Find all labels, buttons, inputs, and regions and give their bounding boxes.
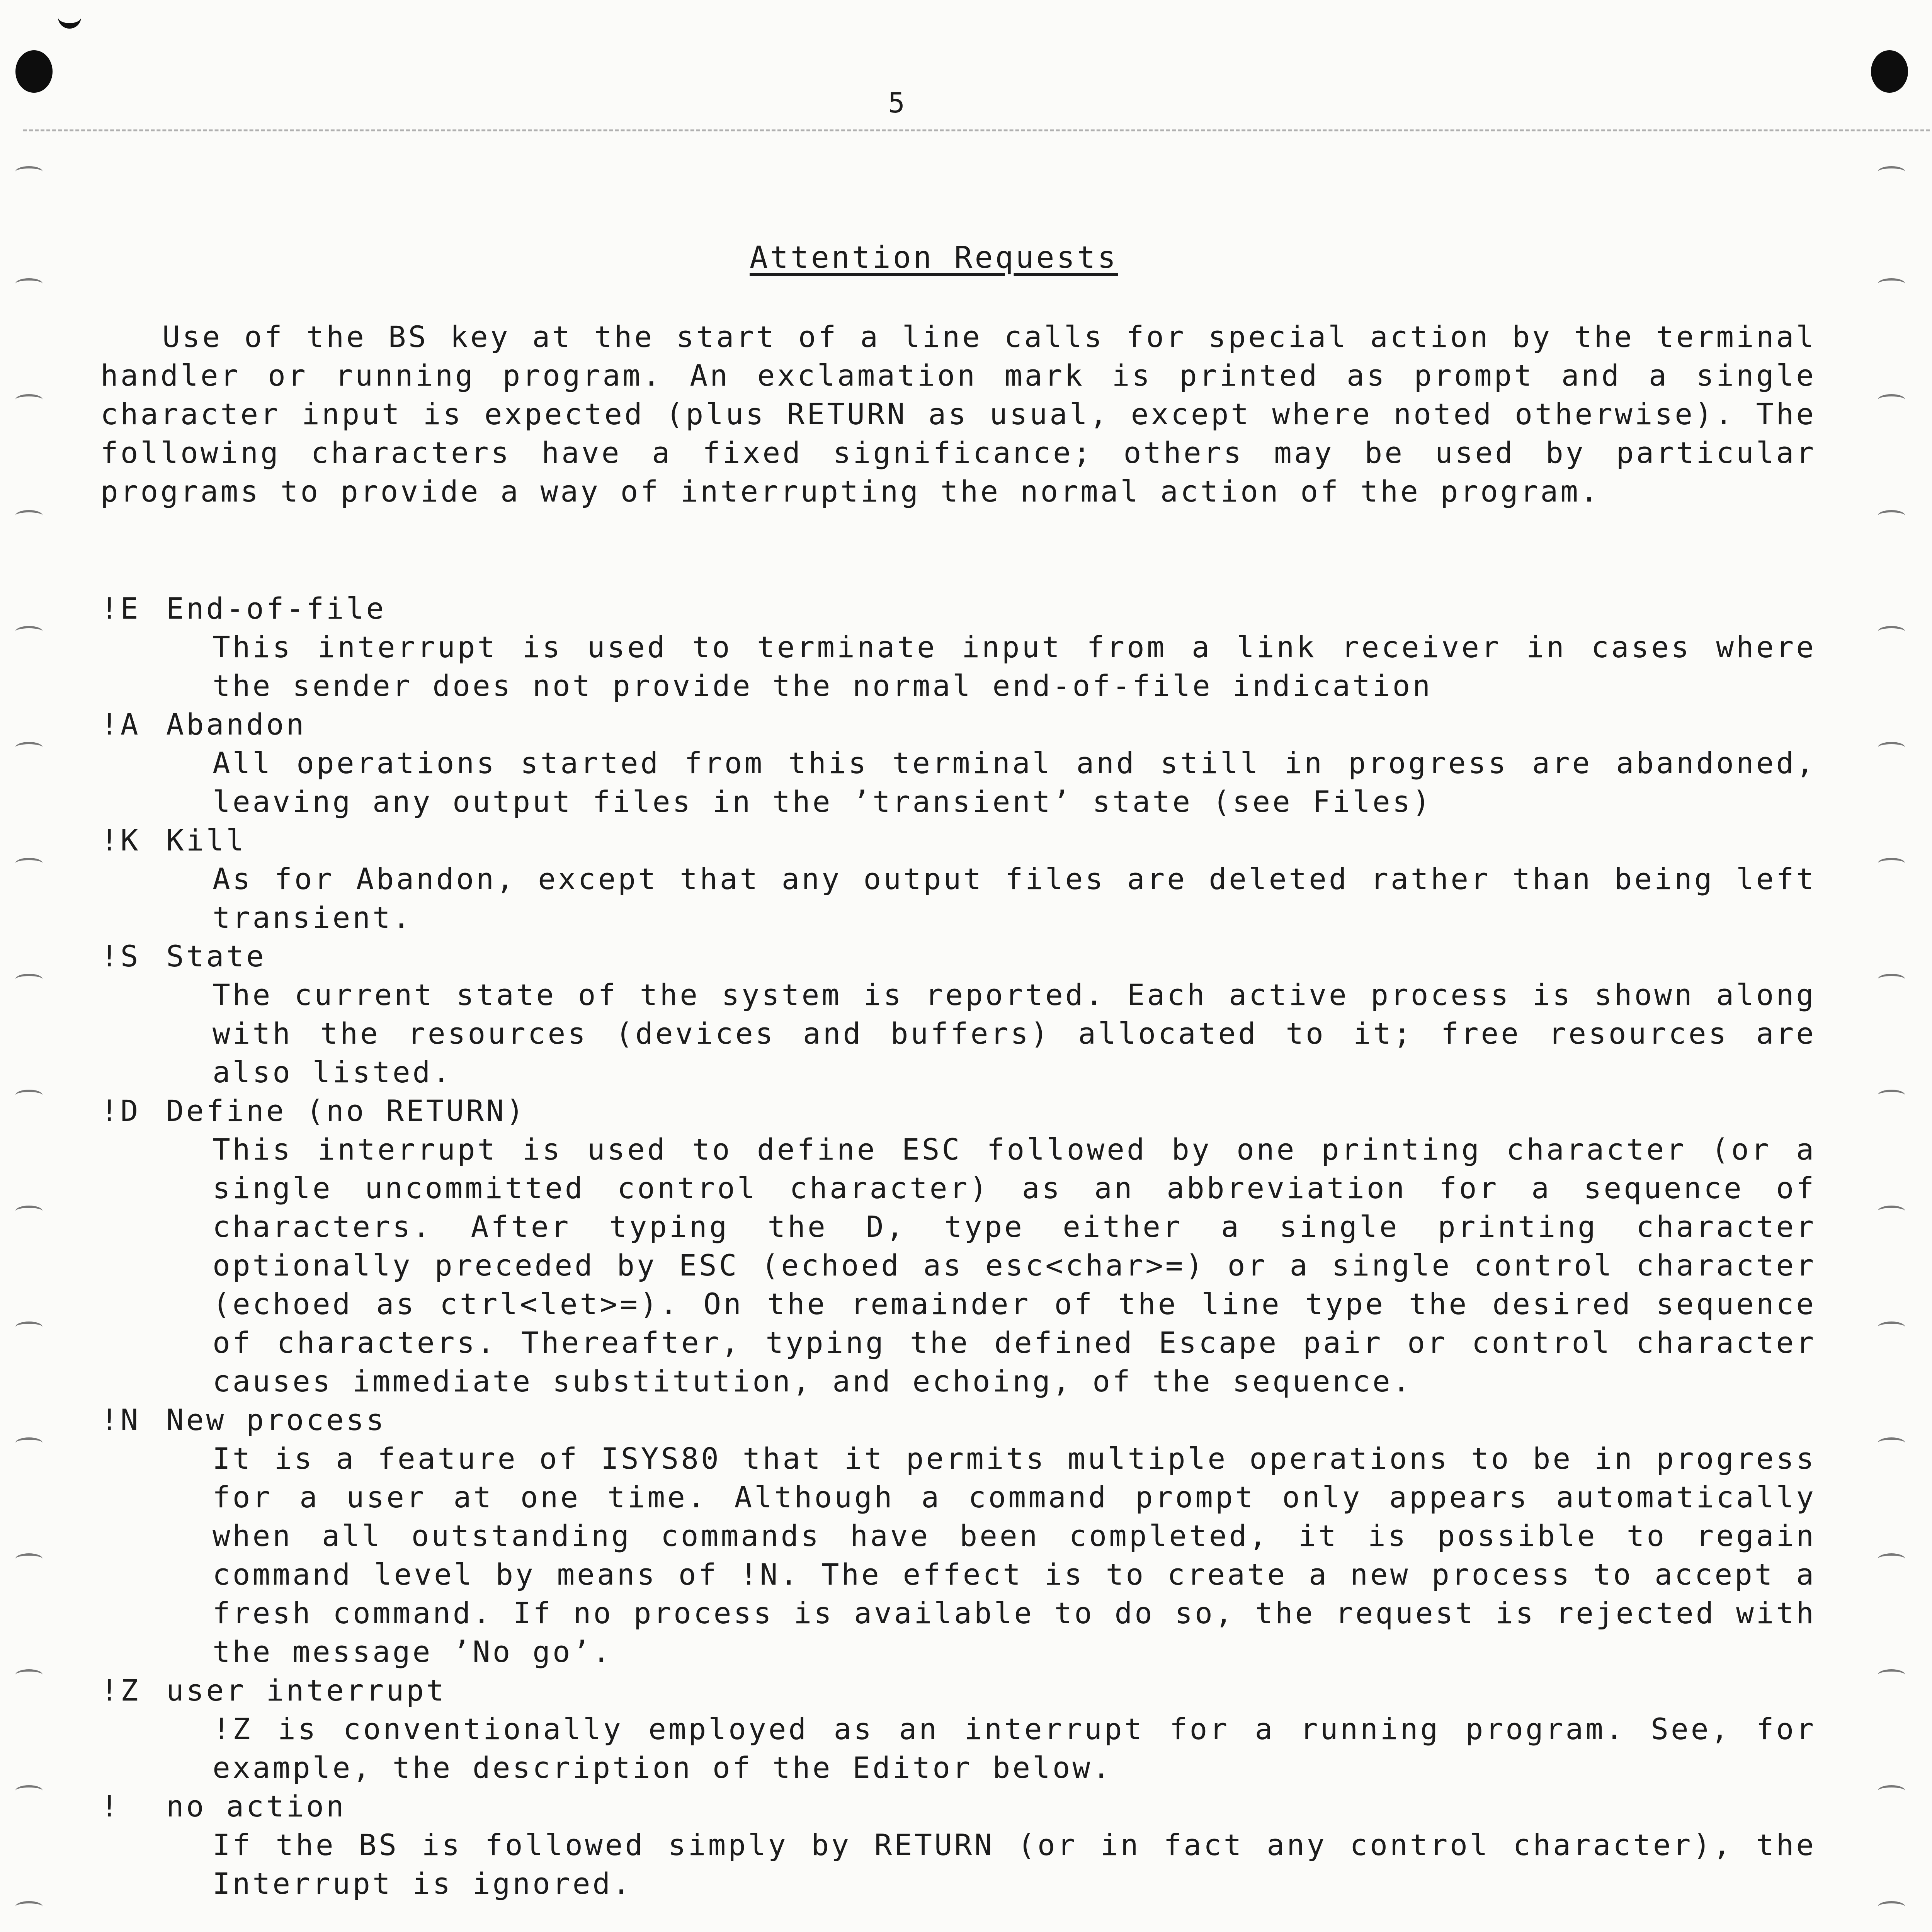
- interrupt-name: State: [166, 939, 266, 973]
- interrupt-key: !N: [100, 1403, 141, 1437]
- margin-notch-right: [1878, 626, 1905, 637]
- interrupt-entry: [100, 589, 1816, 705]
- margin-notch-right: [1878, 1669, 1905, 1680]
- punch-hole-top-left: [15, 50, 53, 93]
- margin-notch-right: [1878, 742, 1905, 753]
- margin-notch-left: [15, 394, 43, 405]
- margin-notch-right: [1878, 1321, 1905, 1332]
- interrupt-name: no action: [166, 1789, 346, 1823]
- margin-notch-left: [15, 510, 43, 521]
- interrupt-description: This interrupt is used to terminate input from a link receiver in cases where the sender does not provide the normal end-of-file indication: [213, 630, 1816, 703]
- margin-notch-left: [15, 1437, 43, 1448]
- entry-heading: [100, 589, 1816, 628]
- interrupt-entry: [100, 937, 1816, 1092]
- margin-notch-left: [15, 1669, 43, 1680]
- interrupt-description: It is a feature of ISYS80 that it permits multiple operations to be in progress for a user at one time. Although a command prompt only appears automatically when all outstanding commands have been completed, it is possible to regain command level by means of !N. The effect is to create a new process to accept a fresh command. If no process is available to do so, the request is rejected with the message ’No go’.: [213, 1441, 1816, 1669]
- margin-notch-left: [15, 1321, 43, 1332]
- interrupt-name: Define (no RETURN): [166, 1094, 526, 1128]
- margin-notch-left: [15, 1785, 43, 1796]
- ink-mark-top-left: [58, 12, 81, 29]
- interrupt-list: [100, 589, 1816, 1903]
- margin-notch-left: [15, 1901, 43, 1912]
- entry-heading: [100, 1401, 1816, 1439]
- entry-heading: [100, 1092, 1816, 1130]
- interrupt-name: Kill: [166, 823, 247, 857]
- entry-heading: [100, 705, 1816, 744]
- interrupt-name: End-of-file: [166, 591, 386, 626]
- margin-notch-left: [15, 974, 43, 985]
- margin-notch-left: [15, 278, 43, 289]
- interrupt-key: !E: [100, 591, 141, 626]
- interrupt-description: If the BS is followed simply by RETURN (or in fact any control character), the Interrupt is ignored.: [213, 1828, 1816, 1901]
- margin-notch-right: [1878, 1090, 1905, 1100]
- interrupt-entry: [100, 1092, 1816, 1401]
- interrupt-key: !Z: [100, 1673, 141, 1708]
- margin-notch-right: [1878, 1437, 1905, 1448]
- margin-notch-right: [1878, 166, 1905, 177]
- interrupt-key: !A: [100, 707, 141, 742]
- margin-notch-left: [15, 166, 43, 177]
- margin-notch-left: [15, 626, 43, 637]
- margin-notch-right: [1878, 974, 1905, 985]
- punch-hole-top-right: [1871, 50, 1908, 93]
- margin-notch-right: [1878, 278, 1905, 289]
- interrupt-key: !K: [100, 823, 141, 857]
- margin-notch-right: [1878, 1553, 1905, 1564]
- interrupt-key: !S: [100, 939, 141, 973]
- interrupt-name: New process: [166, 1403, 386, 1437]
- margin-notch-right: [1878, 858, 1905, 869]
- interrupt-name: Abandon: [166, 707, 306, 742]
- margin-notch-right: [1878, 1785, 1905, 1796]
- interrupt-entry: [100, 821, 1816, 937]
- interrupt-key: !: [100, 1789, 121, 1823]
- interrupt-name: user interrupt: [166, 1673, 446, 1708]
- interrupt-key: !D: [100, 1094, 141, 1128]
- margin-notch-left: [15, 1553, 43, 1564]
- interrupt-entry: [100, 705, 1816, 821]
- interrupt-description: !Z is conventionally employed as an interrupt for a running program. See, for example, the description of the Editor below.: [213, 1712, 1816, 1785]
- margin-notch-right: [1878, 1901, 1905, 1912]
- margin-notch-left: [15, 742, 43, 753]
- interrupt-description: The current state of the system is reported. Each active process is shown along with the resources (devices and buffers) allocated to it; free resources are also listed.: [213, 978, 1816, 1089]
- intro-paragraph: Use of the BS key at the start of a line calls for special action by the terminal handler or running program. An exclamation mark is printed as prompt and a single character input is expected (plus RETURN as usual, except where noted otherwise). The following characters have a fixed significance; others may be used by particular programs to provide a way of interrupting the normal action of the program.: [100, 320, 1816, 509]
- entry-heading: [100, 1671, 1816, 1710]
- margin-notch-right: [1878, 1206, 1905, 1216]
- margin-notch-left: [15, 1206, 43, 1216]
- interrupt-description: All operations started from this terminal and still in progress are abandoned, leaving any output files in the ’transient’ state (see Files): [213, 746, 1816, 819]
- interrupt-entry: [100, 1671, 1816, 1787]
- interrupt-entry: [100, 1401, 1816, 1671]
- entry-heading: [100, 821, 1816, 860]
- perforation-line: [23, 129, 1932, 131]
- page-number-top: 5: [888, 87, 905, 119]
- interrupt-description: This interrupt is used to define ESC followed by one printing character (or a single uncommitted control character) as an abbreviation for a sequence of characters. After typing the D, type either a single printing character optionally preceded by ESC (echoed as esc<char>=) or a single control character (echoed as ctrl<let>=). On the remainder of the line type the desired sequence of characters. Thereafter, typing the defined Escape pair or control character causes immediate substitution, and echoing, of the sequence.: [213, 1132, 1816, 1398]
- interrupt-description: As for Abandon, except that any output files are deleted rather than being left transient.: [213, 862, 1816, 935]
- entry-heading: [100, 937, 1816, 976]
- margin-notch-left: [15, 1090, 43, 1100]
- margin-notch-right: [1878, 394, 1905, 405]
- margin-notch-left: [15, 858, 43, 869]
- section-title: Attention Requests: [750, 240, 1118, 275]
- entry-heading: [100, 1787, 1816, 1826]
- interrupt-entry: [100, 1787, 1816, 1903]
- margin-notch-right: [1878, 510, 1905, 521]
